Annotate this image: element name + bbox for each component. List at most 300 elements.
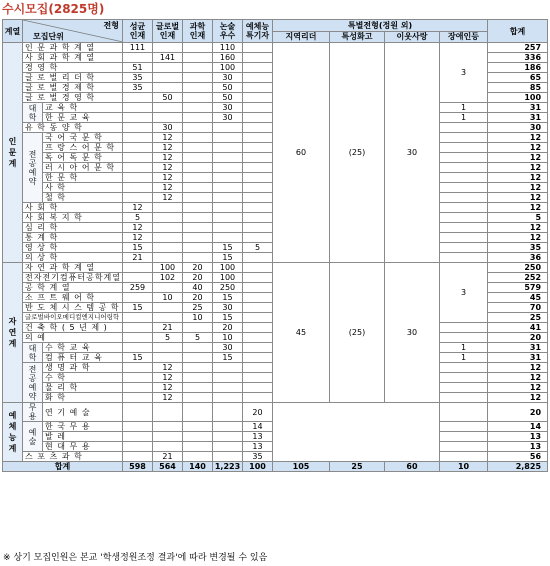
quota-cell: 12 xyxy=(153,143,183,153)
major-name: 글 로 벌 경 영 학 xyxy=(23,93,123,103)
disabled-empty xyxy=(440,253,488,263)
quota-cell xyxy=(243,233,273,243)
major-name: 영 상 학 xyxy=(23,243,123,253)
quota-cell: 100 xyxy=(153,263,183,273)
quota-cell xyxy=(183,53,213,63)
quota-cell: 12 xyxy=(153,393,183,403)
major-name: 화 학 xyxy=(43,393,123,403)
quota-cell xyxy=(183,83,213,93)
quota-cell xyxy=(243,273,273,283)
row-total: 12 xyxy=(488,133,548,143)
quota-cell: 160 xyxy=(213,53,243,63)
major-name: 사 학 xyxy=(43,183,123,193)
subgroup-cell xyxy=(23,133,43,203)
quota-cell xyxy=(183,253,213,263)
quota-cell xyxy=(153,223,183,233)
quota-cell: 12 xyxy=(153,153,183,163)
quota-cell: 141 xyxy=(153,53,183,63)
quota-cell xyxy=(243,113,273,123)
quota-cell xyxy=(243,183,273,193)
group-cell-science xyxy=(3,263,23,403)
quota-cell xyxy=(123,153,153,163)
row-total: 12 xyxy=(488,153,548,163)
quota-cell xyxy=(123,363,153,373)
quota-cell xyxy=(213,143,243,153)
major-name: 사 회 복 지 학 xyxy=(23,213,123,223)
quota-cell xyxy=(153,253,183,263)
quota-cell xyxy=(243,293,273,303)
quota-cell: 15 xyxy=(213,293,243,303)
quota-cell xyxy=(153,422,183,432)
totals-cell: 25 xyxy=(330,462,385,472)
header-total: 합계 xyxy=(488,20,548,43)
subgroup-label: 전공예약 xyxy=(28,364,37,401)
quota-cell: 12 xyxy=(153,383,183,393)
quota-cell: 15 xyxy=(123,243,153,253)
table-body xyxy=(3,43,548,472)
header-col-3 xyxy=(213,20,243,43)
quota-cell xyxy=(153,63,183,73)
quota-cell xyxy=(183,422,213,432)
totals-cell: 598 xyxy=(123,462,153,472)
quota-cell: 5 xyxy=(183,333,213,343)
disabled-empty xyxy=(440,363,488,373)
quota-cell xyxy=(153,83,183,93)
quota-cell xyxy=(123,452,153,462)
row-total: 579 xyxy=(488,283,548,293)
disabled-empty xyxy=(440,243,488,253)
subgroup-cell xyxy=(23,422,43,452)
row-total: 20 xyxy=(488,333,548,343)
quota-cell: 21 xyxy=(123,253,153,263)
table-row xyxy=(3,263,548,273)
quota-cell xyxy=(213,203,243,213)
quota-cell xyxy=(243,63,273,73)
major-name: 유 학 동 양 학 xyxy=(23,123,123,133)
row-total: 100 xyxy=(488,93,548,103)
quota-cell xyxy=(183,452,213,462)
major-name: 수 학 xyxy=(43,373,123,383)
major-name: 러 시 아 어 문 학 xyxy=(43,163,123,173)
quota-cell xyxy=(153,243,183,253)
major-name: 전자전기컴퓨터공학계열 xyxy=(23,273,123,283)
quota-cell xyxy=(183,373,213,383)
quota-cell xyxy=(153,213,183,223)
disabled-extra: 1 xyxy=(440,103,488,113)
disabled-empty xyxy=(440,213,488,223)
group-label: 자 연 계 xyxy=(8,317,17,348)
quota-cell xyxy=(213,383,243,393)
quota-cell xyxy=(213,393,243,403)
quota-cell: 30 xyxy=(213,103,243,113)
major-name: 의 예 xyxy=(23,333,123,343)
quota-cell: 20 xyxy=(183,263,213,273)
quota-cell: 25 xyxy=(183,303,213,313)
quota-cell xyxy=(243,163,273,173)
quota-cell: 10 xyxy=(153,293,183,303)
quota-cell xyxy=(183,63,213,73)
row-total: 186 xyxy=(488,63,548,73)
row-total: 31 xyxy=(488,353,548,363)
quota-cell xyxy=(183,73,213,83)
disabled-extra: 1 xyxy=(440,113,488,123)
quota-cell xyxy=(183,432,213,442)
quota-cell xyxy=(123,383,153,393)
row-total: 5 xyxy=(488,213,548,223)
quota-cell xyxy=(213,363,243,373)
major-name: 국 어 국 문 학 xyxy=(43,133,123,143)
quota-cell: 13 xyxy=(243,442,273,452)
disabled-extra: 1 xyxy=(440,343,488,353)
quota-cell: 15 xyxy=(213,313,243,323)
quota-cell xyxy=(123,163,153,173)
quota-cell: 50 xyxy=(213,93,243,103)
quota-cell xyxy=(183,343,213,353)
quota-cell xyxy=(213,153,243,163)
row-total: 65 xyxy=(488,73,548,83)
disabled-empty xyxy=(440,193,488,203)
disabled-empty xyxy=(440,373,488,383)
footnote: ※ 상기 모집인원은 본교 '학생정원조정 결과'에 따라 변경될 수 있음 xyxy=(3,553,268,563)
row-total: 12 xyxy=(488,233,548,243)
quota-cell xyxy=(183,183,213,193)
major-name: 철 학 xyxy=(43,193,123,203)
quota-cell xyxy=(243,143,273,153)
quota-cell xyxy=(183,223,213,233)
major-name: 생 명 과 학 xyxy=(43,363,123,373)
quota-cell xyxy=(213,133,243,143)
quota-cell xyxy=(123,313,153,323)
quota-cell xyxy=(183,163,213,173)
quota-cell xyxy=(213,163,243,173)
disabled-empty xyxy=(440,203,488,213)
row-total: 250 xyxy=(488,263,548,273)
page-title: 수시모집(2825명) xyxy=(2,2,105,16)
disabled-empty xyxy=(440,163,488,173)
row-total: 13 xyxy=(488,432,548,442)
quota-cell: 20 xyxy=(243,403,273,422)
quota-cell xyxy=(243,173,273,183)
quota-cell: 111 xyxy=(123,43,153,53)
quota-cell xyxy=(243,253,273,263)
special-empty-arts xyxy=(273,403,440,462)
quota-cell xyxy=(243,343,273,353)
row-total: 12 xyxy=(488,143,548,153)
quota-cell xyxy=(153,113,183,123)
row-total: 12 xyxy=(488,223,548,233)
quota-cell xyxy=(123,113,153,123)
quota-cell: 12 xyxy=(153,163,183,173)
table-row xyxy=(3,403,548,422)
quota-cell xyxy=(153,303,183,313)
disabled-extra: 1 xyxy=(440,353,488,363)
quota-cell xyxy=(183,213,213,223)
quota-cell: 21 xyxy=(153,323,183,333)
quota-cell: 50 xyxy=(213,83,243,93)
subgroup-cell xyxy=(23,103,43,123)
disabled-empty xyxy=(440,422,488,432)
quota-cell xyxy=(153,43,183,53)
major-name: 연 기 예 술 xyxy=(43,403,123,422)
totals-cell: 60 xyxy=(385,462,440,472)
quota-cell: 35 xyxy=(243,452,273,462)
quota-cell: 14 xyxy=(243,422,273,432)
quota-cell: 110 xyxy=(213,43,243,53)
quota-cell: 12 xyxy=(123,223,153,233)
header-col-4 xyxy=(243,20,273,43)
major-name: 물 리 학 xyxy=(43,383,123,393)
quota-cell xyxy=(183,173,213,183)
quota-cell xyxy=(243,83,273,93)
quota-cell: 12 xyxy=(123,233,153,243)
quota-cell xyxy=(243,203,273,213)
quota-cell: 259 xyxy=(123,283,153,293)
major-name: 반 도 체 시 스 템 공 학 xyxy=(23,303,123,313)
quota-cell xyxy=(243,383,273,393)
special-cell: 45 xyxy=(273,263,330,403)
quota-cell xyxy=(183,123,213,133)
disabled-empty xyxy=(440,432,488,442)
quota-cell xyxy=(183,143,213,153)
quota-cell xyxy=(183,193,213,203)
disabled-empty xyxy=(440,442,488,452)
quota-cell: 30 xyxy=(213,73,243,83)
header-special-col-1: 특성화고 xyxy=(330,31,385,43)
quota-cell: 15 xyxy=(123,353,153,363)
quota-cell xyxy=(213,442,243,452)
header-special-col-3: 장애인등 xyxy=(440,31,488,43)
quota-cell: 50 xyxy=(153,93,183,103)
subgroup-label: 대학 xyxy=(28,343,37,362)
row-total: 20 xyxy=(488,403,548,422)
major-name: 독 어 독 문 학 xyxy=(43,153,123,163)
subgroup-label: 대학 xyxy=(28,103,37,122)
group-cell-arts xyxy=(3,403,23,462)
major-name: 발 레 xyxy=(43,432,123,442)
disabled-empty xyxy=(440,173,488,183)
quota-cell xyxy=(243,153,273,163)
quota-cell xyxy=(183,363,213,373)
quota-cell xyxy=(153,203,183,213)
quota-cell xyxy=(153,73,183,83)
quota-cell xyxy=(123,193,153,203)
group-cell-humanities xyxy=(3,43,23,263)
quota-cell xyxy=(153,343,183,353)
quota-cell xyxy=(243,333,273,343)
quota-cell xyxy=(183,243,213,253)
quota-cell: 12 xyxy=(153,173,183,183)
quota-cell xyxy=(183,113,213,123)
row-total: 41 xyxy=(488,323,548,333)
quota-cell xyxy=(123,343,153,353)
quota-cell xyxy=(123,333,153,343)
major-name: 수 학 교 육 xyxy=(43,343,123,353)
quota-cell xyxy=(213,223,243,233)
quota-cell xyxy=(213,233,243,243)
quota-cell xyxy=(213,123,243,133)
header-special-col-0: 지역리더 xyxy=(273,31,330,43)
quota-cell xyxy=(183,323,213,333)
header-special: 특별전형(정원 외) xyxy=(273,20,488,32)
special-cell: (25) xyxy=(330,43,385,263)
quota-cell: 13 xyxy=(243,432,273,442)
quota-cell xyxy=(183,403,213,422)
quota-cell xyxy=(153,233,183,243)
special-cell: 60 xyxy=(273,43,330,263)
quota-cell xyxy=(183,43,213,53)
quota-cell xyxy=(123,323,153,333)
quota-cell xyxy=(123,123,153,133)
quota-cell xyxy=(243,213,273,223)
subgroup-cell xyxy=(23,343,43,363)
grand-total: 2,825 xyxy=(488,462,548,472)
major-name: 한 문 학 xyxy=(43,173,123,183)
quota-cell: 21 xyxy=(153,452,183,462)
quota-cell xyxy=(213,213,243,223)
totals-cell: 140 xyxy=(183,462,213,472)
quota-cell xyxy=(153,313,183,323)
quota-cell xyxy=(243,373,273,383)
row-total: 12 xyxy=(488,393,548,403)
quota-cell xyxy=(213,193,243,203)
quota-cell xyxy=(123,273,153,283)
row-total: 257 xyxy=(488,43,548,53)
row-total: 31 xyxy=(488,113,548,123)
row-total: 13 xyxy=(488,442,548,452)
major-name: 통 계 학 xyxy=(23,233,123,243)
row-total: 35 xyxy=(488,243,548,253)
quota-cell xyxy=(213,422,243,432)
quota-cell xyxy=(183,353,213,363)
quota-cell xyxy=(243,43,273,53)
quota-cell: 10 xyxy=(183,313,213,323)
quota-cell xyxy=(123,263,153,273)
quota-cell: 15 xyxy=(213,353,243,363)
subgroup-label: 예술 xyxy=(28,427,37,446)
quota-cell xyxy=(243,323,273,333)
quota-cell xyxy=(243,283,273,293)
quota-cell xyxy=(243,393,273,403)
header-diag-top: 전형 xyxy=(103,21,119,30)
major-name: 프 랑 스 어 문 학 xyxy=(43,143,123,153)
quota-cell xyxy=(213,183,243,193)
quota-cell: 12 xyxy=(123,203,153,213)
quota-cell: 20 xyxy=(213,323,243,333)
quota-cell: 40 xyxy=(183,283,213,293)
disabled-empty xyxy=(440,393,488,403)
major-name: 인 문 과 학 계 열 xyxy=(23,43,123,53)
quota-cell xyxy=(123,53,153,63)
quota-cell xyxy=(123,183,153,193)
quota-cell xyxy=(213,373,243,383)
quota-cell xyxy=(123,403,153,422)
quota-cell xyxy=(153,442,183,452)
quota-cell xyxy=(243,303,273,313)
quota-cell xyxy=(153,353,183,363)
quota-cell xyxy=(123,103,153,113)
major-name: 자 연 과 학 계 열 xyxy=(23,263,123,273)
quota-cell: 100 xyxy=(213,273,243,283)
major-name: 스 포 츠 과 학 xyxy=(23,452,123,462)
quota-cell xyxy=(243,263,273,273)
special-cell-disabled: 3 xyxy=(440,43,488,103)
quota-cell xyxy=(183,103,213,113)
quota-cell xyxy=(123,143,153,153)
quota-cell: 30 xyxy=(213,343,243,353)
quota-cell xyxy=(183,393,213,403)
disabled-empty xyxy=(440,183,488,193)
totals-cell: 10 xyxy=(440,462,488,472)
quota-cell: 5 xyxy=(123,213,153,223)
quota-cell: 35 xyxy=(123,73,153,83)
quota-cell xyxy=(243,123,273,133)
major-name: 컴 퓨 터 교 육 xyxy=(43,353,123,363)
quota-cell xyxy=(123,422,153,432)
major-name: 사 회 학 xyxy=(23,203,123,213)
quota-cell xyxy=(213,432,243,442)
subgroup-cell xyxy=(23,363,43,403)
row-total: 12 xyxy=(488,163,548,173)
quota-cell: 12 xyxy=(153,363,183,373)
major-name: 경 영 학 xyxy=(23,63,123,73)
row-total: 85 xyxy=(488,83,548,93)
quota-cell: 15 xyxy=(123,303,153,313)
header-col-label: 논술 우수 xyxy=(219,22,236,40)
quota-cell: 51 xyxy=(123,63,153,73)
major-name: 사 회 과 학 계 열 xyxy=(23,53,123,63)
quota-cell: 250 xyxy=(213,283,243,293)
quota-cell xyxy=(183,153,213,163)
quota-cell: 100 xyxy=(213,63,243,73)
quota-cell xyxy=(183,203,213,213)
row-total: 30 xyxy=(488,123,548,133)
row-total: 12 xyxy=(488,373,548,383)
row-total: 45 xyxy=(488,293,548,303)
quota-cell: 12 xyxy=(153,193,183,203)
disabled-empty xyxy=(440,452,488,462)
quota-cell xyxy=(153,283,183,293)
quota-cell xyxy=(123,373,153,383)
quota-cell: 15 xyxy=(213,253,243,263)
quota-cell: 30 xyxy=(213,113,243,123)
header-diagonal-cell xyxy=(23,20,123,43)
quota-cell xyxy=(243,353,273,363)
quota-cell xyxy=(123,442,153,452)
row-total: 12 xyxy=(488,383,548,393)
major-name: 소 프 트 웨 어 학 xyxy=(23,293,123,303)
quota-cell: 5 xyxy=(153,333,183,343)
special-cell: (25) xyxy=(330,263,385,403)
disabled-empty xyxy=(440,383,488,393)
disabled-empty xyxy=(440,143,488,153)
disabled-empty xyxy=(440,133,488,143)
subgroup-label: 무용 xyxy=(28,403,37,421)
quota-cell xyxy=(183,442,213,452)
header-diag-bottom: 모집단위 xyxy=(33,32,64,41)
special-cell-disabled: 3 xyxy=(440,263,488,323)
row-total: 36 xyxy=(488,253,548,263)
quota-cell xyxy=(213,452,243,462)
totals-cell: 100 xyxy=(243,462,273,472)
header-col-label: 예체능 특기자 xyxy=(245,22,270,40)
totals-cell: 105 xyxy=(273,462,330,472)
disabled-empty xyxy=(440,333,488,343)
row-total: 14 xyxy=(488,422,548,432)
quota-cell xyxy=(243,313,273,323)
quota-cell: 102 xyxy=(153,273,183,283)
quota-cell: 12 xyxy=(153,373,183,383)
group-label: 인 문 계 xyxy=(8,137,17,168)
